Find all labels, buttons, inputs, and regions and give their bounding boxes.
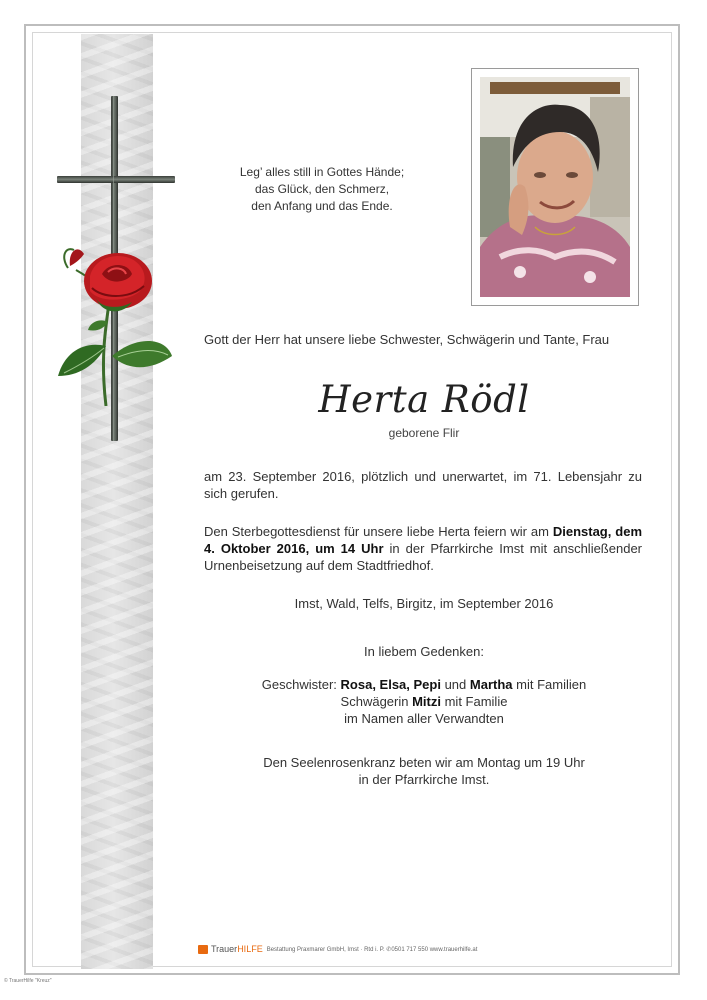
service-notice (204, 523, 642, 574)
footer (198, 944, 518, 958)
verse-line-1: Leg’ alles still in Gottes Hände; (239, 165, 405, 179)
brand-part-b: HILFE (237, 944, 263, 954)
rosary-notice (204, 754, 644, 788)
inlaw-line (204, 693, 644, 710)
verse (222, 164, 422, 215)
verse-line-2: das Glück, den Schmerz, (254, 182, 390, 196)
rosary-line-2: in der Pfarrkirche Imst. (358, 772, 490, 787)
siblings-label: Geschwister: (261, 677, 341, 692)
maiden-name: geborene Flir (388, 426, 460, 440)
rosary-line-1: Den Seelenrosenkranz beten wir am Montag um 19 Uhr (263, 755, 585, 770)
copyright: © TrauerHilfe "Kreuz" (4, 978, 52, 984)
siblings-line (204, 676, 644, 693)
portrait-photo (480, 77, 630, 297)
siblings-last: Martha (469, 677, 513, 692)
portrait-frame (471, 68, 639, 306)
inlaw-name: Mitzi (412, 694, 441, 709)
obituary-sheet (24, 24, 680, 975)
rose-icon (40, 226, 180, 411)
service-text-2: in der Pfarrkirche Imst mit anschließender Urnenbeisetzung auf dem Stadtfriedhof. (204, 541, 643, 573)
brand-name (211, 944, 263, 954)
siblings-suffix: mit Familien (512, 677, 587, 692)
memory-line: In liebem Gedenken: (364, 644, 484, 659)
deceased-name: Herta Rödl (318, 378, 530, 421)
inlaw-label: Schwägerin (340, 694, 413, 709)
place-date: Imst, Wald, Telfs, Birgitz, im September 2016 (294, 596, 554, 611)
service-text-1: Den Sterbegottesdienst für unsere liebe Herta feiern wir am (204, 524, 553, 539)
intro-text: Gott der Herr hat unsere liebe Schwester, Schwägerin und Tante, Frau (204, 332, 610, 347)
relatives-line: im Namen aller Verwandten (344, 711, 504, 726)
death-notice: am 23. September 2016, plötzlich und unerwartet, im 71. Lebensjahr zu sich gerufen. (204, 469, 642, 501)
family-list (204, 676, 644, 727)
siblings-names: Rosa, Elsa, Pepi (340, 677, 441, 692)
portrait-image (480, 77, 630, 297)
trauerhilfe-logo-icon (198, 945, 208, 954)
siblings-and: und (440, 677, 470, 692)
brand-part-a: Trauer (211, 944, 238, 954)
inlaw-suffix: mit Familie (440, 694, 508, 709)
footer-meta: Bestattung Praxmarer GmbH, Imst · Rtd i. P. ✆0501 717 550 www.trauerhilfe.at (266, 946, 478, 953)
verse-line-3: den Anfang und das Ende. (251, 199, 393, 213)
service-date: Dienstag, dem 4. Oktober 2016, um 14 Uhr (204, 524, 642, 556)
